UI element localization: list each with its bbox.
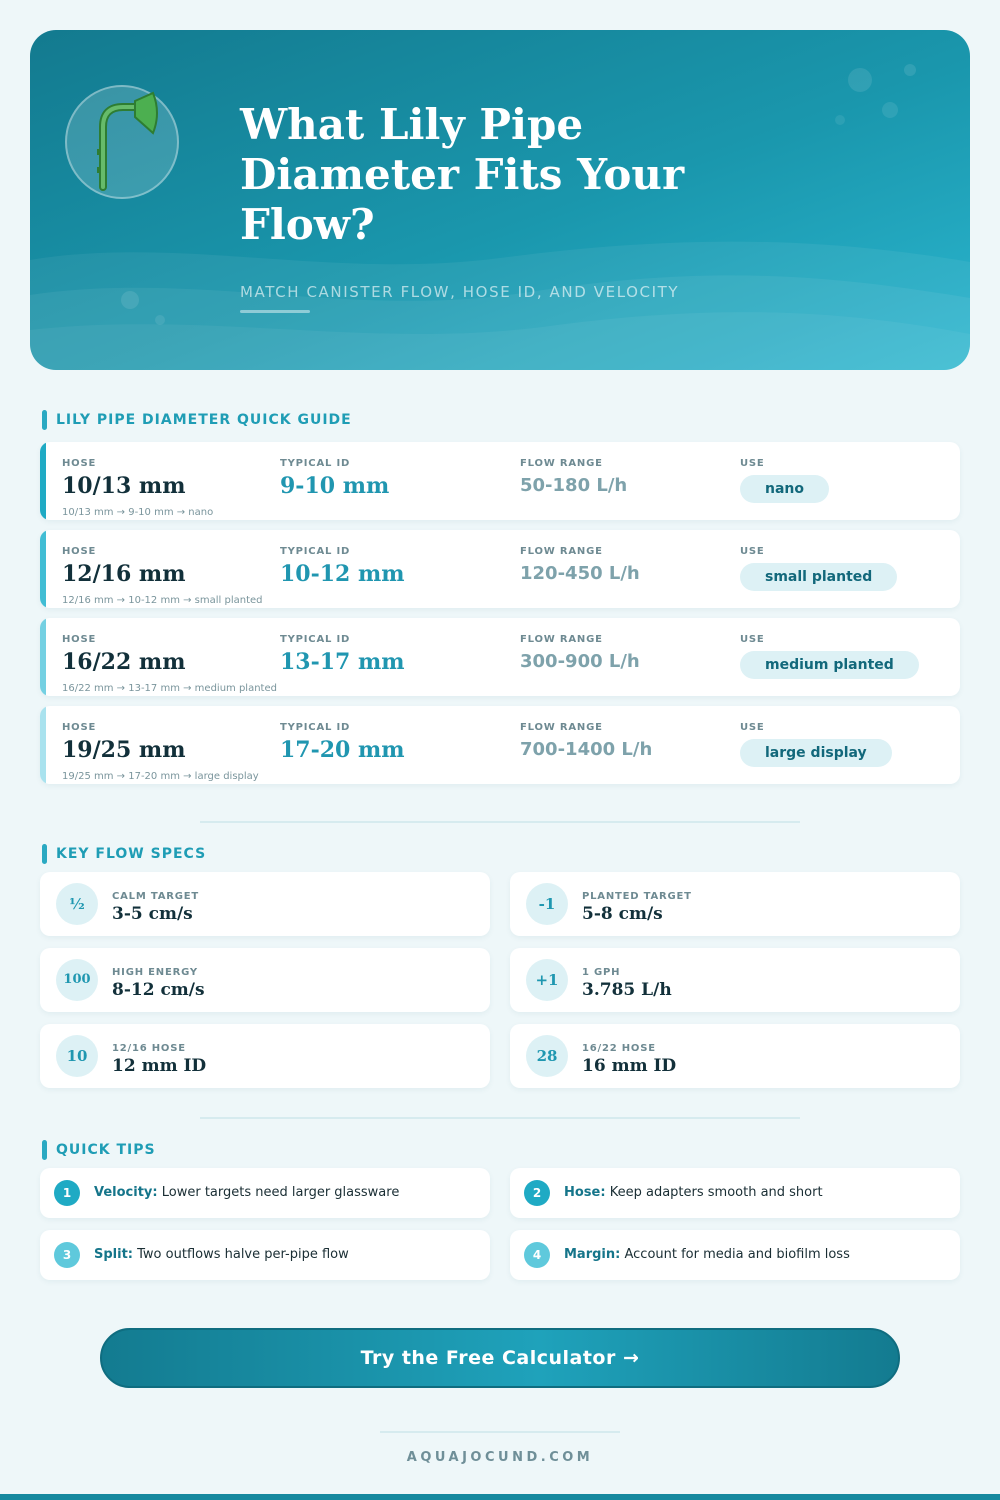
use-cell [740,634,919,679]
guide-row [40,618,960,696]
logo-badge [65,85,179,199]
tip-number-badge: 3 [54,1242,80,1268]
hose-size-label: HOSE [62,634,97,645]
typical-id-value: 10-12 mm [280,561,405,587]
flow-range-cell [520,722,652,760]
title-line: Diameter Fits Your [240,150,685,199]
typical-id-label: TYPICAL ID [280,634,351,645]
typical-id-value: 17-20 mm [280,737,405,763]
spec-label: CALM TARGET [112,891,200,902]
tip-title: Velocity: [94,1185,158,1200]
row-summary-note: 16/22 mm → 13-17 mm → medium planted [62,683,277,694]
spec-card [40,1024,490,1088]
flow-range-value: 50-180 L/h [520,475,628,496]
spec-value: 16 mm ID [582,1056,677,1076]
section-divider [200,1117,800,1119]
tip-number-badge: 2 [524,1180,550,1206]
spec-badge: ½ [56,883,98,925]
typical-id-cell [280,722,405,763]
spec-badge: 10 [56,1035,98,1077]
hose-size-value: 12/16 mm [62,561,186,587]
hose-size-value: 19/25 mm [62,737,186,763]
tip-body: Account for media and biofilm loss [624,1247,850,1262]
spec-card [510,872,960,936]
tip-text [94,1247,349,1262]
hose-size-label: HOSE [62,722,97,733]
use-cell [740,458,829,503]
hose-size-cell [62,634,185,675]
tip-number-badge: 4 [524,1242,550,1268]
hero-banner [30,30,970,370]
flow-range-cell [520,458,627,496]
spec-label: 12/16 HOSE [112,1043,186,1054]
spec-label: HIGH ENERGY [112,967,198,978]
tip-number-badge: 1 [54,1180,80,1206]
hose-size-value: 10/13 mm [62,473,186,499]
section-heading-specs: KEY FLOW SPECS [42,844,206,864]
use-badge: small planted [740,563,897,591]
typical-id-label: TYPICAL ID [280,546,351,557]
typical-id-cell [280,458,389,499]
row-accent-bar [40,618,46,696]
spec-card [40,872,490,936]
calculator-cta-button[interactable]: Try the Free Calculator → [100,1328,900,1388]
spec-badge: 100 [56,959,98,1001]
spec-card [40,948,490,1012]
guide-row [40,706,960,784]
tip-card [40,1168,490,1218]
spec-card [510,1024,960,1088]
subtitle-underline [240,310,310,313]
guide-row [40,530,960,608]
row-accent-bar [40,706,46,784]
spec-value: 12 mm ID [112,1056,207,1076]
section-heading-tips: QUICK TIPS [42,1140,156,1160]
footer-site[interactable]: AQUAJOCUND.COM [406,1450,594,1465]
flow-range-label: FLOW RANGE [520,546,603,557]
guide-row [40,442,960,520]
spec-label: 16/22 HOSE [582,1043,656,1054]
use-label: USE [740,546,765,557]
spec-value: 3-5 cm/s [112,904,193,924]
tip-title: Split: [94,1247,133,1262]
tip-card [40,1230,490,1280]
row-accent-bar [40,530,46,608]
tip-card [510,1168,960,1218]
tip-body: Two outflows halve per-pipe flow [137,1247,349,1262]
spec-badge: -1 [526,883,568,925]
tip-text [564,1185,823,1200]
spec-value: 5-8 cm/s [582,904,663,924]
hose-size-cell [62,458,185,499]
use-badge: nano [740,475,829,503]
flow-range-value: 120-450 L/h [520,563,640,584]
typical-id-label: TYPICAL ID [280,722,351,733]
page-title [240,100,760,250]
footer-divider [380,1431,620,1433]
spec-card [510,948,960,1012]
flow-range-label: FLOW RANGE [520,722,603,733]
row-summary-note: 19/25 mm → 17-20 mm → large display [62,771,259,782]
section-heading-guide: LILY PIPE DIAMETER QUICK GUIDE [42,410,352,430]
use-badge: medium planted [740,651,919,679]
row-summary-note: 12/16 mm → 10-12 mm → small planted [62,595,263,606]
flow-range-cell [520,546,640,584]
hose-size-label: HOSE [62,458,97,469]
use-badge: large display [740,739,892,767]
spec-label: 1 GPH [582,967,621,978]
section-divider [200,821,800,823]
spec-badge: 28 [526,1035,568,1077]
typical-id-cell [280,546,405,587]
lily-pipe-icon [67,87,181,201]
use-label: USE [740,722,765,733]
use-cell [740,722,892,767]
spec-label: PLANTED TARGET [582,891,692,902]
row-accent-bar [40,442,46,520]
use-label: USE [740,634,765,645]
tip-text [94,1185,399,1200]
spec-value: 8-12 cm/s [112,980,205,1000]
flow-range-label: FLOW RANGE [520,458,603,469]
flow-range-value: 300-900 L/h [520,651,640,672]
hose-size-cell [62,546,185,587]
use-label: USE [740,458,765,469]
typical-id-value: 9-10 mm [280,473,390,499]
title-line: Flow? [240,200,375,249]
tip-title: Hose: [564,1185,606,1200]
tip-text [564,1247,850,1262]
hose-size-label: HOSE [62,546,97,557]
flow-range-cell [520,634,640,672]
flow-range-value: 700-1400 L/h [520,739,653,760]
title-line: What Lily Pipe [240,100,584,149]
hose-size-cell [62,722,185,763]
page-subtitle: MATCH CANISTER FLOW, HOSE ID, AND VELOCITY [240,283,680,301]
typical-id-value: 13-17 mm [280,649,405,675]
tip-title: Margin: [564,1247,621,1262]
tip-card [510,1230,960,1280]
use-cell [740,546,897,591]
tip-body: Lower targets need larger glassware [161,1185,400,1200]
row-summary-note: 10/13 mm → 9-10 mm → nano [62,507,214,518]
tip-body: Keep adapters smooth and short [609,1185,823,1200]
flow-range-label: FLOW RANGE [520,634,603,645]
typical-id-label: TYPICAL ID [280,458,351,469]
spec-value: 3.785 L/h [582,980,672,1000]
bottom-accent-bar [0,1494,1000,1500]
hose-size-value: 16/22 mm [62,649,186,675]
spec-badge: +1 [526,959,568,1001]
typical-id-cell [280,634,405,675]
